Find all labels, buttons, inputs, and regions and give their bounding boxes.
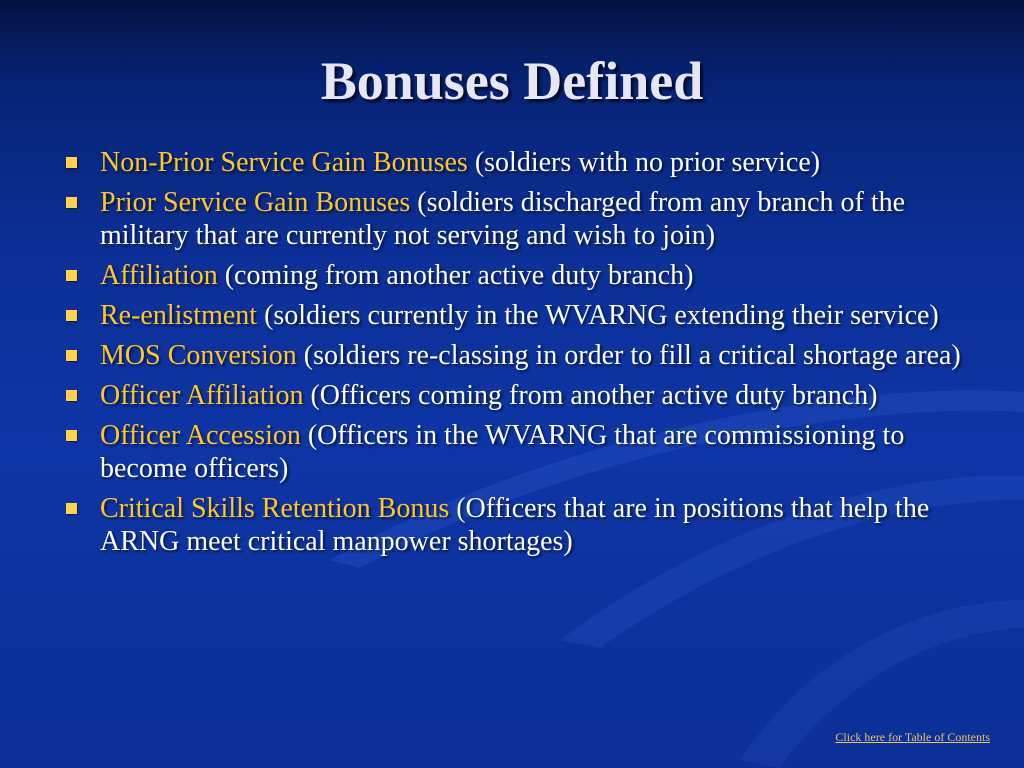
- bullet-description: (soldiers discharged from any branch of the military that are currently not serving and wish to join): [100, 187, 906, 251]
- bullet-list: [58, 146, 978, 565]
- slide-title: Bonuses Defined: [320, 51, 704, 111]
- square-bullet-icon: [66, 310, 77, 321]
- bullet-item-re-enlistment: [58, 299, 978, 332]
- bullet-item-officer-accession: [58, 419, 978, 485]
- bullet-term: Non-Prior Service Gain Bonuses: [100, 147, 468, 178]
- bullet-term: Re-enlistment: [100, 300, 258, 331]
- bullet-term: MOS Conversion: [100, 340, 297, 371]
- bullet-item-officer-affiliation: [58, 379, 978, 412]
- bullet-term: Affiliation: [100, 260, 218, 291]
- square-bullet-icon: [66, 350, 77, 361]
- bullet-term: Critical Skills Retention Bonus: [100, 493, 450, 524]
- bullet-term: Prior Service Gain Bonuses: [100, 187, 411, 218]
- table-of-contents-link[interactable]: Click here for Table of Contents: [835, 730, 990, 744]
- square-bullet-icon: [66, 270, 77, 281]
- square-bullet-icon: [66, 390, 77, 401]
- square-bullet-icon: [66, 157, 77, 168]
- bullet-description: (Officers that are in positions that help the ARNG meet critical manpower shortages): [100, 493, 930, 557]
- bullet-description: (Officers in the WVARNG that are commissioning to become officers): [100, 420, 905, 484]
- square-bullet-icon: [66, 430, 77, 441]
- bullet-term: Officer Accession: [100, 420, 301, 451]
- square-bullet-icon: [66, 503, 77, 514]
- bullet-description: (Officers coming from another active duty branch): [310, 380, 878, 411]
- bullet-item-critical-skills: [58, 492, 978, 558]
- bullet-term: Officer Affiliation: [100, 380, 304, 411]
- square-bullet-icon: [66, 197, 77, 208]
- bullet-item-non-prior-service: [58, 146, 978, 179]
- bullet-description: (soldiers re-classing in order to fill a critical shortage area): [303, 340, 961, 371]
- bullet-item-affiliation: [58, 259, 978, 292]
- bullet-description: (soldiers with no prior service): [474, 147, 821, 178]
- bullet-description: (coming from another active duty branch): [224, 260, 694, 291]
- bullet-item-mos-conversion: [58, 339, 978, 372]
- bullet-item-prior-service: [58, 186, 978, 252]
- bullet-description: (soldiers currently in the WVARNG extending their service): [264, 300, 939, 331]
